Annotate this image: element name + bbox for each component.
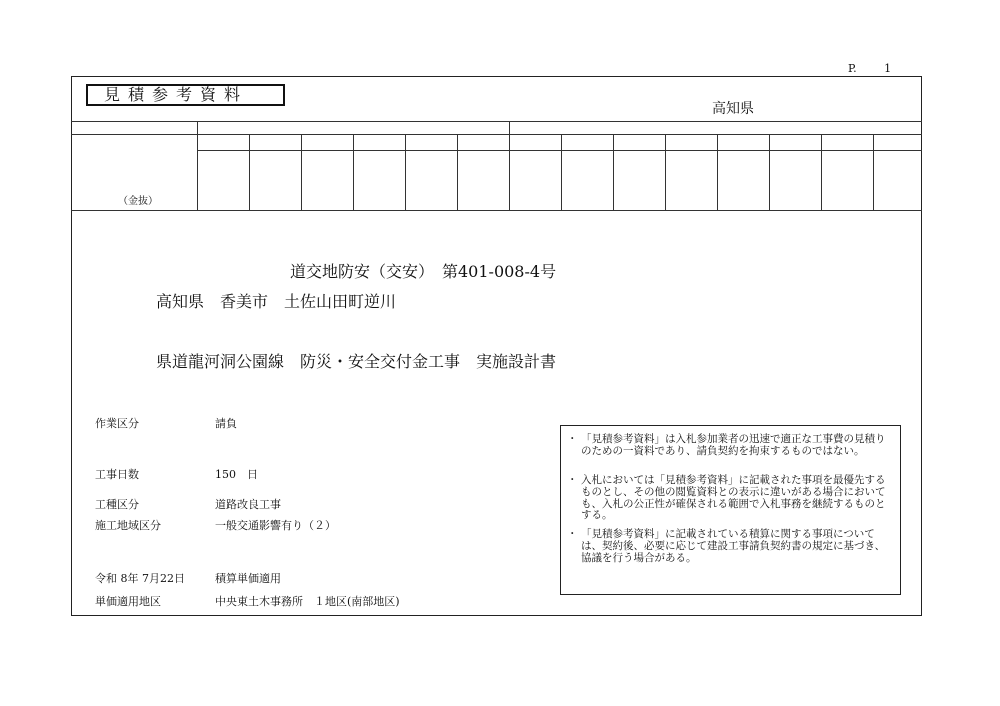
note-text: 入札においては「見積参考資料」に記載された事項を最優先するものとし、その他の閲覧資料との表示に違いがある場合においても、入札の公正性が確保される範囲で入札事務を継続するものとする。	[581, 474, 886, 522]
note-item	[567, 434, 895, 458]
project-number: 道交地防安（交安） 第401-008-4号	[290, 262, 557, 281]
bullet-icon: ・	[567, 474, 578, 486]
bullet-icon: ・	[567, 528, 578, 540]
detail-label: 単価適用地区	[95, 595, 161, 608]
note-item	[567, 475, 895, 522]
detail-label: 工事日数	[95, 468, 139, 481]
bullet-icon: ・	[567, 433, 578, 445]
note-text: 「見積参考資料」は入札参加業者の迅速で適正な工事費の見積りのための一資料であり、請負契約を拘束するものではない。	[581, 433, 886, 457]
kinbatsu-label: （金抜）	[118, 196, 158, 207]
project-name: 県道龍河洞公園線 防災・安全交付金工事 実施設計書	[156, 352, 557, 371]
detail-label: 工種区分	[95, 498, 139, 511]
page-value: 1	[884, 62, 892, 75]
page-label: P.	[848, 62, 857, 75]
detail-label: 作業区分	[95, 417, 139, 430]
detail-value: 積算単価適用	[215, 572, 281, 585]
prefecture-label: 高知県	[712, 101, 754, 117]
detail-value: 一般交通影響有り（２）	[215, 519, 336, 532]
detail-value: 中央東土木事務所 １地区(南部地区)	[215, 595, 400, 608]
page-number	[848, 62, 891, 75]
detail-value: 請負	[215, 417, 237, 430]
project-location: 高知県 香美市 土佐山田町逆川	[156, 292, 397, 311]
detail-value: 150 日	[215, 468, 258, 481]
note-text: 「見積参考資料」に記載されている積算に関する事項については、契約後、必要に応じて建設工事請負契約書の規定に基づき、協議を行う場合がある。	[581, 528, 886, 564]
detail-label: 令和 8年 7月22日	[95, 572, 185, 585]
detail-value: 道路改良工事	[215, 498, 281, 511]
document-title: 見積参考資料	[86, 84, 285, 106]
notes-box	[560, 425, 901, 595]
note-item	[567, 529, 895, 564]
detail-label: 施工地域区分	[95, 519, 161, 532]
